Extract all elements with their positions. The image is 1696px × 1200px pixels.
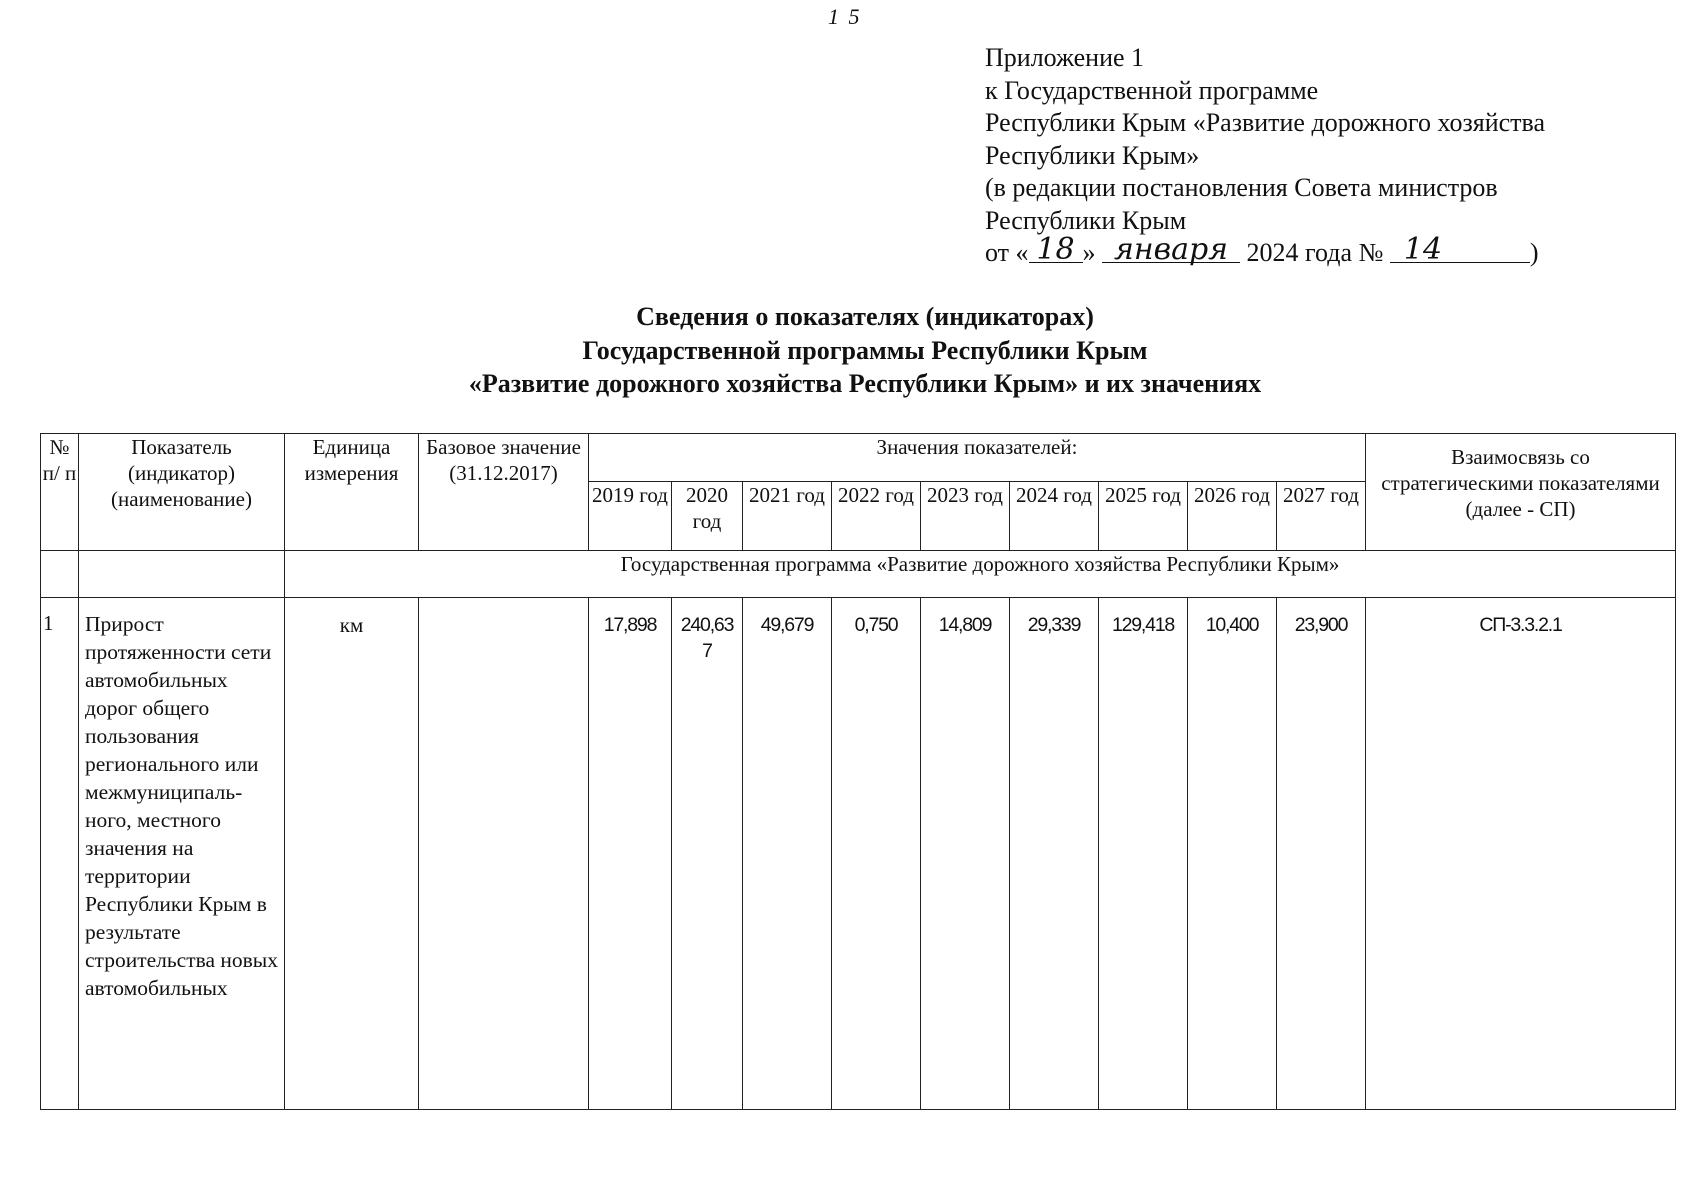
appendix-line: Приложение 1 (985, 43, 1145, 72)
header-unit: Единица измерения (285, 434, 419, 551)
section-empty-cell (79, 551, 285, 598)
row-num: 1 (41, 598, 79, 1110)
row-value-2024: 29,339 (1010, 598, 1099, 1110)
document-title (0, 300, 1696, 401)
row-indicator: Прирост протяженности сети автомобильных дорог общего пользования регионального или межмуниципаль-ного, местного значения на территории Республики Крым в результате строительства новых автомобильных (79, 598, 285, 1110)
header-year: 2026 год (1188, 482, 1277, 551)
decree-number-handwritten: 14 (1390, 238, 1530, 263)
row-value-2021: 49,679 (743, 598, 832, 1110)
decree-date-line (985, 232, 1545, 270)
date-month-handwritten: января (1102, 238, 1240, 263)
date-day-handwritten: 18 (1029, 238, 1083, 263)
section-row (41, 551, 1676, 598)
header-year: 2023 год (921, 482, 1010, 551)
row-value-2026: 10,400 (1188, 598, 1277, 1110)
page-number: 1 5 (828, 4, 862, 29)
appendix-line: Республики Крым (985, 205, 1187, 235)
header-year: 2025 год (1099, 482, 1188, 551)
date-mid: » (1082, 238, 1096, 267)
title-line-1: Сведения о показателях (индикаторах) (636, 302, 1094, 331)
header-year: 2019 год (589, 482, 672, 551)
header-year: 2020 год (672, 482, 743, 551)
section-empty-cell (41, 551, 79, 598)
date-prefix: от « (985, 238, 1029, 267)
header-year: 2027 год (1277, 482, 1366, 551)
row-value-2020: 240,637 (672, 598, 743, 1110)
title-line-3: «Развитие дорожного хозяйства Республики Крым» и их значениях (468, 369, 1262, 398)
title-line-2: Государственной программы Республики Крым (582, 335, 1148, 365)
row-value-2022: 0,750 (832, 598, 921, 1110)
date-close: ) (1529, 238, 1539, 267)
row-base (419, 598, 589, 1110)
header-indicator: Показатель (индикатор) (наименование) (79, 434, 285, 551)
row-value-2019: 17,898 (589, 598, 672, 1110)
row-unit: км (285, 598, 419, 1110)
row-value-2023: 14,809 (921, 598, 1010, 1110)
appendix-line: (в редакции постановления Совета министров (985, 173, 1498, 202)
header-relation: Взаимосвязь со стратегическими показателями (далее - СП) (1366, 434, 1676, 551)
section-label: Государственная программа «Развитие дорожного хозяйства Республики Крым» (285, 551, 1676, 598)
header-year: 2021 год (743, 482, 832, 551)
table-row (41, 598, 1676, 1110)
indicators-table (40, 433, 1676, 1110)
header-base: Базовое значение (31.12.2017) (419, 434, 589, 551)
appendix-block (985, 42, 1545, 270)
header-year: 2024 год (1010, 482, 1099, 551)
row-relation: СП-3.3.2.1 (1366, 598, 1676, 1110)
header-num: № п/ п (41, 434, 79, 551)
row-value-2027: 23,900 (1277, 598, 1366, 1110)
date-year: 2024 года № (1246, 238, 1384, 267)
appendix-line: Республики Крым «Развитие дорожного хозяйства (985, 108, 1545, 137)
appendix-line: Республики Крым» (985, 140, 1200, 170)
header-values-group: Значения показателей: (589, 434, 1366, 482)
row-value-2025: 129,418 (1099, 598, 1188, 1110)
header-row-1 (41, 434, 1676, 482)
header-year: 2022 год (832, 482, 921, 551)
appendix-line: к Государственной программе (985, 75, 1319, 105)
